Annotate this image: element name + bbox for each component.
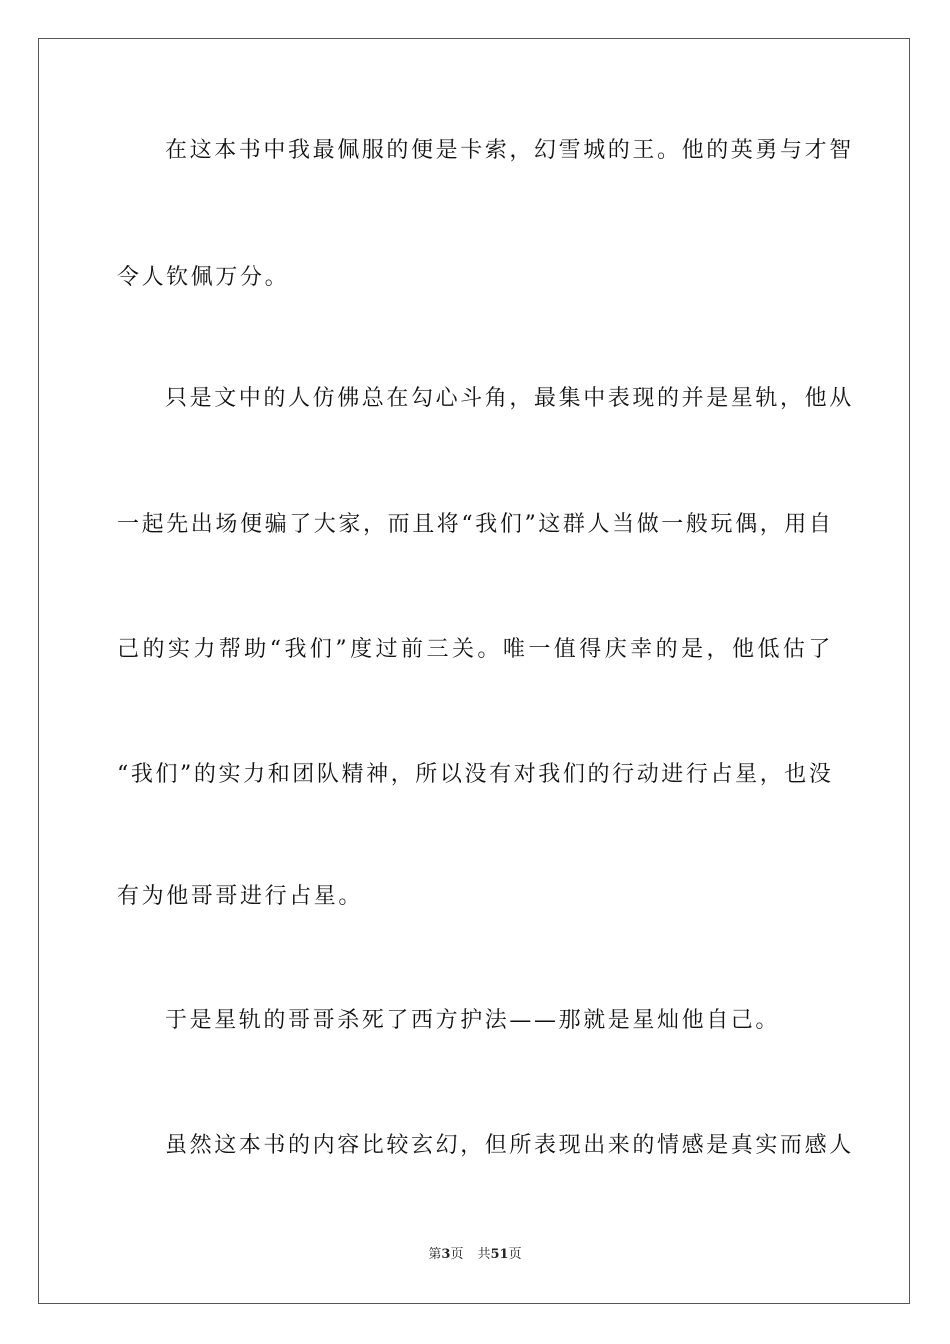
paragraph-2-line-3: 己的实力帮助“我们”度过前三关。唯一值得庆幸的是，他低估了 [117, 637, 833, 662]
paragraph-2-line-2: 一起先出场便骗了大家，而且将“我们”这群人当做一般玩偶，用自 [117, 512, 834, 537]
total-suffix: 页 [508, 1247, 522, 1262]
paragraph-2-line-1: 只是文中的人仿佛总在勾心斗角，最集中表现的并是星轨，他从 [165, 386, 854, 411]
page-number: 3 [441, 1247, 451, 1262]
total-prefix: 共 [477, 1247, 491, 1262]
paragraph-1-line-1: 在这本书中我最佩服的便是卡索，幻雪城的王。他的英勇与才智 [165, 138, 854, 163]
page-prefix: 第 [428, 1247, 442, 1262]
page-border [38, 38, 910, 1304]
paragraph-2-line-5: 有为他哥哥进行占星。 [117, 884, 364, 909]
total-pages: 51 [490, 1247, 509, 1262]
page-suffix: 页 [450, 1247, 464, 1262]
paragraph-2-line-4: “我们”的实力和团队精神，所以没有对我们的行动进行占星，也没 [117, 762, 834, 787]
paragraph-3-line-1: 于是星轨的哥哥杀死了西方护法——那就是星灿他自己。 [165, 1008, 781, 1033]
page-footer [0, 1246, 950, 1264]
paragraph-1-line-2: 令人钦佩万分。 [117, 265, 290, 290]
paragraph-4-line-1: 虽然这本书的内容比较玄幻，但所表现出来的情感是真实而感人 [165, 1133, 854, 1158]
